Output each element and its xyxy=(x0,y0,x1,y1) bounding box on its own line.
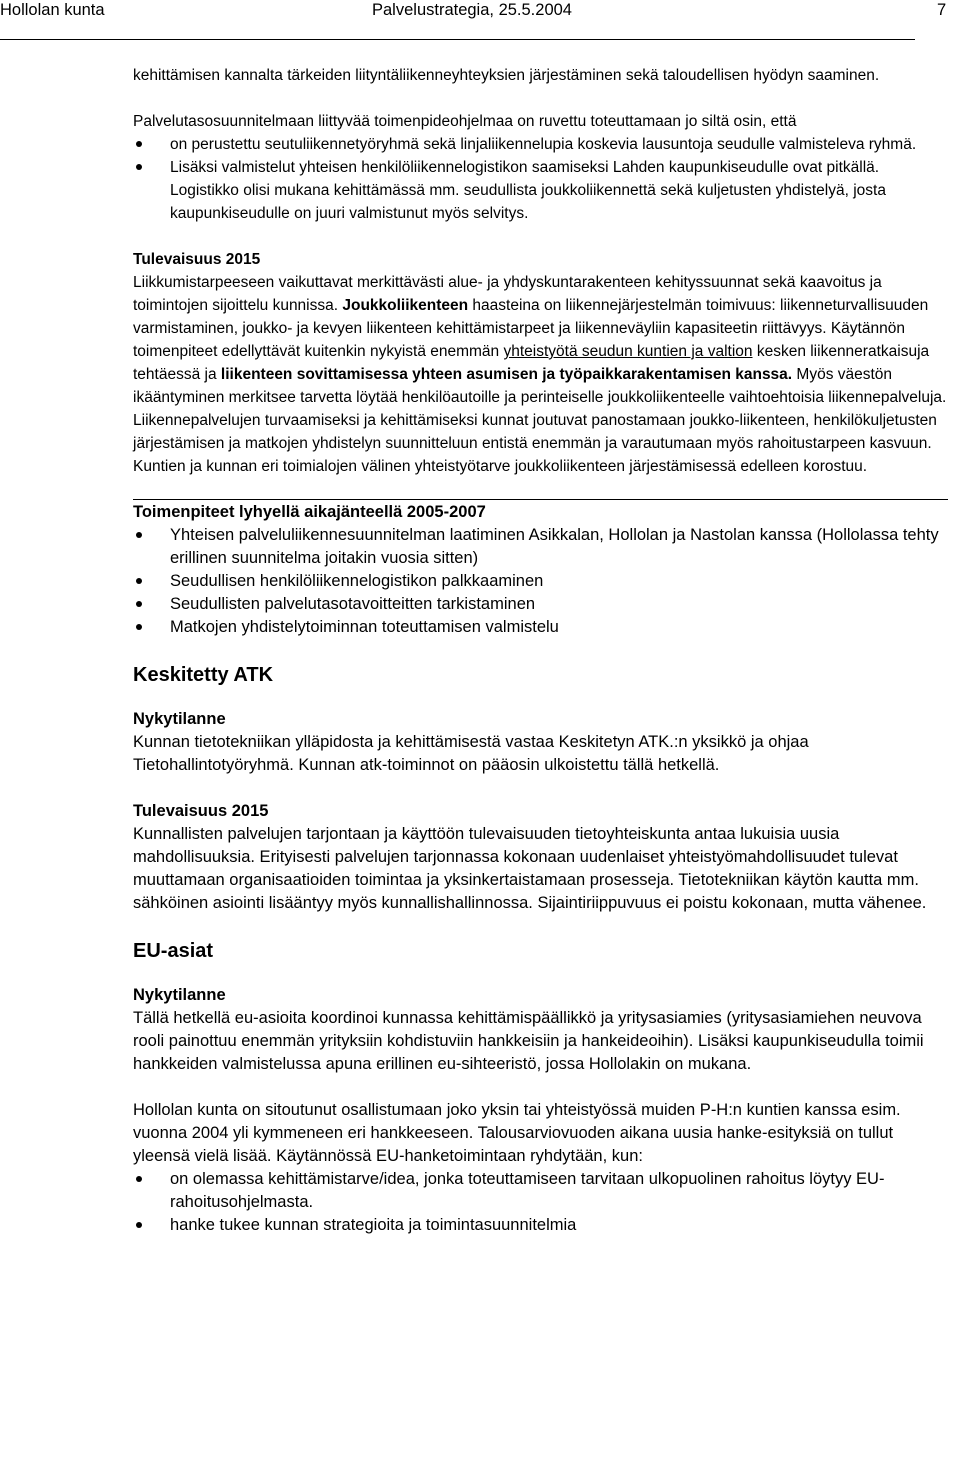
list-item: hanke tukee kunnan strategioita ja toimintasuunnitelmia xyxy=(133,1214,948,1237)
subsection-heading: Tulevaisuus 2015 xyxy=(133,802,269,820)
intro-paragraph-2: Palvelutasosuunnitelmaan liittyvää toimenpideohjelmaa on ruvettu toteuttamaan jo siltä osin, että xyxy=(133,113,797,130)
paragraph: Kunnan tietotekniikan ylläpidosta ja kehittämisestä vastaa Keskitetyn ATK.:n yksikkö ja ohjaa Tietohallintotyöryhmä. Kunnan atk-toiminnot on pääosin ulkoistettu tällä hetkellä. xyxy=(133,733,809,774)
intro-paragraph: kehittämisen kannalta tärkeiden liityntäliikenneyhteyksien järjestäminen sekä taloudellisen hyödyn saaminen. xyxy=(133,67,880,84)
list-item: Lisäksi valmistelut yhteisen henkilöliikennelogistikon saamiseksi Lahden kaupunkiseudulle ovat pitkällä. Logistikko olisi mukana kehittämässä mm. seudullista joukkoliikennettä sekä kuljetusten yhdistelyä, josta kaupunkiseudulle on juuri valmistunut myös selvitys. xyxy=(133,156,948,225)
actions-section xyxy=(133,499,948,639)
future-paragraph xyxy=(133,271,948,478)
paragraph: Kunnallisten palvelujen tarjontaan ja käyttöön tulevaisuuden tietoyhteiskunta antaa lukuisia uusia mahdollisuuksia. Erityisesti palvelujen tarjonnassa kokonaan uudenlaiset yhteistyömahdollisuudet tulevat muuttamaan organisaatioiden toimintaa ja yksinkertaistamaan prosesseja. Tietotekniikan käytön kautta mm. sähköinen asiointi lisääntyy myös kunnallishallinnossa. Sijaintiriippuvuus ei poistu kokonaan, mutta vähenee. xyxy=(133,825,927,912)
list-item: Yhteisen palveluliikennesuunnitelman laatiminen Asikkalan, Hollolan ja Nastolan kanssa (Hollolassa tehty erillinen suunnitelma joitakin vuosia sitten) xyxy=(133,524,948,570)
page-number: 7 xyxy=(937,1,947,19)
document-body xyxy=(133,64,948,1237)
list-item: Matkojen yhdistelytoiminnan toteuttamisen valmistelu xyxy=(133,616,948,639)
list-item: Seudullisten palvelutasotavoitteitten tarkistaminen xyxy=(133,593,948,616)
bold-run: Joukkoliikenteen xyxy=(342,297,469,314)
subsection-heading: Nykytilanne xyxy=(133,710,226,728)
bold-run: liikenteen sovittamisessa yhteen asumisen ja työpaikkarakentamisen kanssa. xyxy=(220,366,793,383)
text-run: haasteina on liikennejärjestelmän toimivuus: liikenneturvallisuuden varmistaminen, joukko- ja kevyen liikenteen kehittämistarpeet ja liikenneväyliin kapasiteetin riittävyys. Käytännön toimenpiteet edellyttävät kuitenkin nykyistä enemmän xyxy=(133,297,929,360)
list-item: on olemassa kehittämistarve/idea, jonka toteuttamiseen tarvitaan ulkopuolinen rahoitus löytyy EU- rahoitusohjelmasta. xyxy=(133,1168,948,1214)
eu-bullet-list xyxy=(133,1168,948,1237)
actions-list xyxy=(133,524,948,639)
list-item: Seudullisen henkilöliikennelogistikon palkkaaminen xyxy=(133,570,948,593)
intro-bullet-list xyxy=(133,133,948,225)
text-run: kesken liikenneratkaisuja tehtäessä ja xyxy=(133,343,930,383)
list-item: on perustettu seutuliikennetyöryhmä sekä linjaliikennelupia koskevia lausuntoja seudulle valmisteleva ryhmä. xyxy=(133,133,948,156)
chapter-heading: Keskitetty ATK xyxy=(133,664,274,686)
header-document-title: Palvelustrategia, 25.5.2004 xyxy=(372,1,572,19)
page-header xyxy=(0,0,960,40)
text-run: Myös väestön ikääntyminen merkitsee tarvetta löytää henkilöautoille ja perinteiselle joukkoliikenteelle vaihtoehtoisia liikennepalveluja. Liikennepalvelujen turvaamiseksi ja kehittämiseksi kunnat joutuvat panostamaan joukko-liikenteen, henkilökuljetusten järjestämisen ja matkojen yhdistelyn suunnitteluun entistä enemmän ja varautumaan myös rahoitustarpeen kasvuun. Kuntien ja kunnan eri toimialojen välinen yhteistyötarve joukkoliikenteen järjestämisessä edelleen korostuu. xyxy=(133,366,947,475)
section-heading: Tulevaisuus 2015 xyxy=(133,251,261,268)
paragraph: Tällä hetkellä eu-asioita koordinoi kunnassa kehittämispäällikkö ja yritysasiamies (yritysasiamiehen neuvova rooli painottuu enemmän yrityksiin kohdistuviin hankkeisiin ja hankeideoihin). Lisäksi kaupunkiseudulla toimii hankkeiden valmistelussa apuna erillinen eu-sihteeristö, jossa Hollolakin on mukana. xyxy=(133,1009,924,1073)
underlined-run: yhteistyötä seudun kuntien ja valtion xyxy=(503,343,753,360)
header-organization: Hollolan kunta xyxy=(0,1,105,19)
subsection-heading: Nykytilanne xyxy=(133,986,226,1004)
text-run: Liikkumistarpeeseen vaikuttavat merkittävästi alue- ja yhdyskuntarakenteen kehityssuunnat sekä kaavoitus ja toimintojen sijoittelu kunnissa. xyxy=(133,274,882,314)
paragraph: Hollolan kunta on sitoutunut osallistumaan joko yksin tai yhteistyössä muiden P-H:n kuntien kanssa esim. vuonna 2004 yli kymmeneen eri hankkeeseen. Talousarviovuoden aikana uusia hanke-esityksiä on tullut yleensä vielä lisää. Käytännössä EU-hanketoimintaan ryhdytään, kun: xyxy=(133,1101,901,1165)
header-rule xyxy=(0,39,915,40)
chapter-heading: EU-asiat xyxy=(133,940,214,962)
section-heading: Toimenpiteet lyhyellä aikajänteellä 2005-2007 xyxy=(133,503,486,521)
